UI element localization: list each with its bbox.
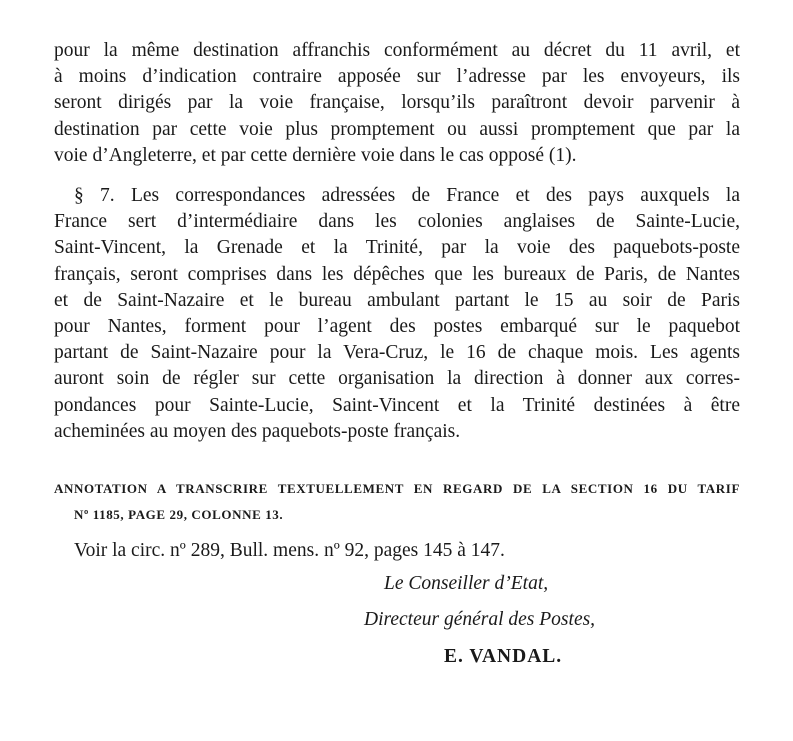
annotation-line-1: ANNOTATION A TRANSCRIRE TEXTUELLEMENT EN REGARD DE LA SECTION 16 DU TARIF (54, 481, 740, 496)
signature-name: E. VANDAL. (444, 646, 563, 667)
text-line: pour la même destination affranchis conformément au décret du 11 avril, et (54, 40, 740, 61)
text-line: français, seront comprises dans les dépêches que les bureaux de Paris, de Nantes (54, 263, 740, 285)
text-line: et de Saint-Nazaire et le bureau ambulant partant le 15 au soir de Paris (54, 289, 740, 311)
text-line: partant de Saint-Nazaire pour la Vera-Cruz, le 16 de chaque mois. Les agents (54, 342, 740, 364)
annotation-line-2: Nº 1185, PAGE 29, COLONNE 13. (74, 507, 284, 522)
text-line: France sert d’intermédiaire dans les colonies anglaises de Sainte-Lucie, (54, 211, 740, 233)
paragraph-section-7 (54, 183, 740, 445)
text-line: auront soin de régler sur cette organisation la direction à donner aux corres- (54, 368, 740, 390)
text-line: pour Nantes, forment pour l’agent des postes embarqué sur le paquebot (54, 316, 740, 338)
text-line: acheminées au moyen des paquebots-poste français. (54, 420, 461, 442)
text-line: à moins d’indication contraire apposée sur l’adresse par les envoyeurs, ils (54, 66, 740, 88)
text-line: pondances pour Sainte-Lucie, Saint-Vincent et la Trinité destinées à être (54, 394, 740, 416)
signature-title: Le Conseiller d’Etat, (384, 573, 549, 594)
text-line: voie d’Angleterre, et par cette dernière voie dans le cas opposé (1). (54, 144, 577, 166)
signature-role: Directeur général des Postes, (364, 609, 596, 630)
annotation-heading (54, 476, 740, 528)
text-line: destination par cette voie plus promptement ou aussi promptement que par la (54, 118, 740, 140)
circular-reference: Voir la circ. nº 289, Bull. mens. nº 92, pages 145 à 147. (74, 540, 505, 561)
text-line: § 7. Les correspondances adressées de France et des pays auxquels la (74, 185, 740, 206)
text-line: seront dirigés par la voie française, lorsqu’ils paraîtront devoir parvenir à (54, 92, 740, 114)
paragraph-continuation (54, 38, 740, 169)
text-line: Saint-Vincent, la Grenade et la Trinité, par la voie des paquebots-poste (54, 237, 740, 259)
